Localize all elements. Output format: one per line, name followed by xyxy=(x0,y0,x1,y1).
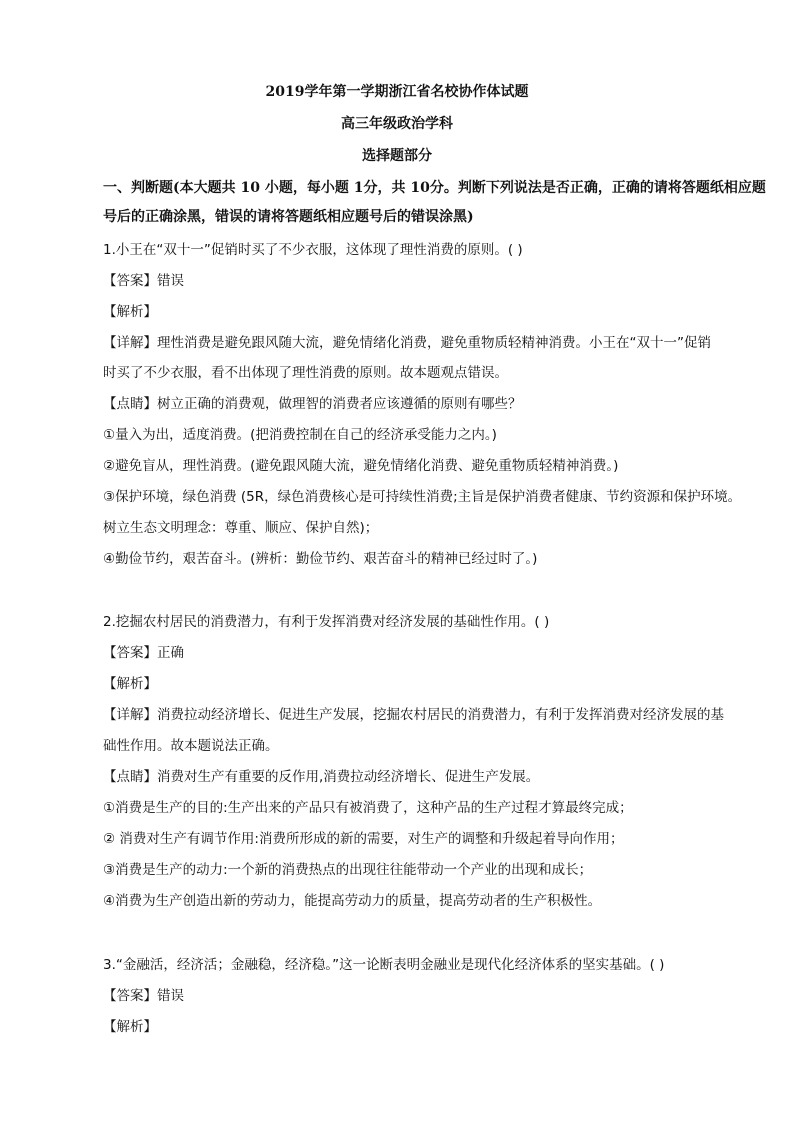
question-2-point-line: ③消费是生产的动力:一个新的消费热点的出现往往能带动一个产业的出现和成长； xyxy=(103,862,593,878)
question-1-detail-line: 【详解】理性消费是避免跟风随大流，避免情绪化消费，避免重物质轻精神消费。小王在“双十一”促销 xyxy=(103,335,711,351)
document-subtitle: 高三年级政治学科 xyxy=(341,116,453,132)
question-1-point-line: ④勤俭节约，艰苦奋斗。(辨析：勤俭节约、艰苦奋斗的精神已经过时了。) xyxy=(103,551,538,567)
question-1-detail-line: 时买了不少衣服，看不出体现了理性消费的原则。故本题观点错误。 xyxy=(103,365,508,381)
question-1: 1.小王在“双十一”促销时买了不少衣服，这体现了理性消费的原则。( ) xyxy=(103,242,523,258)
question-3-analysis: 【解析】 xyxy=(103,1019,157,1035)
question-2-point-line: ④消费为生产创造出新的劳动力，能提高劳动力的质量，提高劳动者的生产积极性。 xyxy=(103,893,602,909)
question-2-point-line: 【点睛】消费对生产有重要的反作用,消费拉动经济增长、促进生产发展。 xyxy=(103,769,540,785)
question-1-analysis: 【解析】 xyxy=(103,304,157,320)
question-3-answer: 【答案】错误 xyxy=(103,988,184,1004)
question-1-answer: 【答案】错误 xyxy=(103,273,184,289)
instructions-line-2: 号后的正确涂黑，错误的请将答题纸相应题号后的错误涂黑) xyxy=(103,209,474,225)
question-1-point-line: ②避免盲从，理性消费。(避免跟风随大流，避免情绪化消费、避免重物质轻精神消费。) xyxy=(103,458,619,474)
question-2-answer: 【答案】正确 xyxy=(103,645,184,661)
question-3: 3.“金融活，经济活；金融稳，经济稳。”这一论断表明金融业是现代化经济体系的坚实基础。( ) xyxy=(103,957,665,973)
question-2-analysis: 【解析】 xyxy=(103,676,157,692)
question-2-detail-line: 础性作用。故本题说法正确。 xyxy=(103,738,279,754)
question-2-detail-line: 【详解】消费拉动经济增长、促进生产发展，挖掘农村居民的消费潜力，有利于发挥消费对经济发展的基 xyxy=(103,707,724,723)
question-1-point-line: 树立生态文明理念：尊重、顺应、保护自然)； xyxy=(103,520,379,536)
question-1-point-line: 【点睛】树立正确的消费观，做理智的消费者应该遵循的原则有哪些？ xyxy=(103,396,522,412)
instructions-line-1: 一、判断题(本大题共 10 小题，每小题 1分，共 10分。判断下列说法是否正确，正确的请将答题纸相应题 xyxy=(103,180,766,196)
question-2-point-line: ② 消费对生产有调节作用:消费所形成的新的需要，对生产的调整和升级起着导向作用； xyxy=(103,831,624,847)
section-title: 选择题部分 xyxy=(362,148,432,164)
question-2: 2.挖掘农村居民的消费潜力，有利于发挥消费对经济发展的基础性作用。( ) xyxy=(103,614,550,630)
question-1-point-line: ③保护环境，绿色消费 (5R，绿色消费核心是可持续性消费;主旨是保护消费者健康、节约资源和保护环境。 xyxy=(103,489,742,505)
document-title: 2019学年第一学期浙江省名校协作体试题 xyxy=(265,84,529,100)
question-1-point-line: ①量入为出，适度消费。(把消费控制在自己的经济承受能力之内。) xyxy=(103,427,497,443)
question-2-point-line: ①消费是生产的目的:生产出来的产品只有被消费了，这种产品的生产过程才算最终完成； xyxy=(103,800,633,816)
